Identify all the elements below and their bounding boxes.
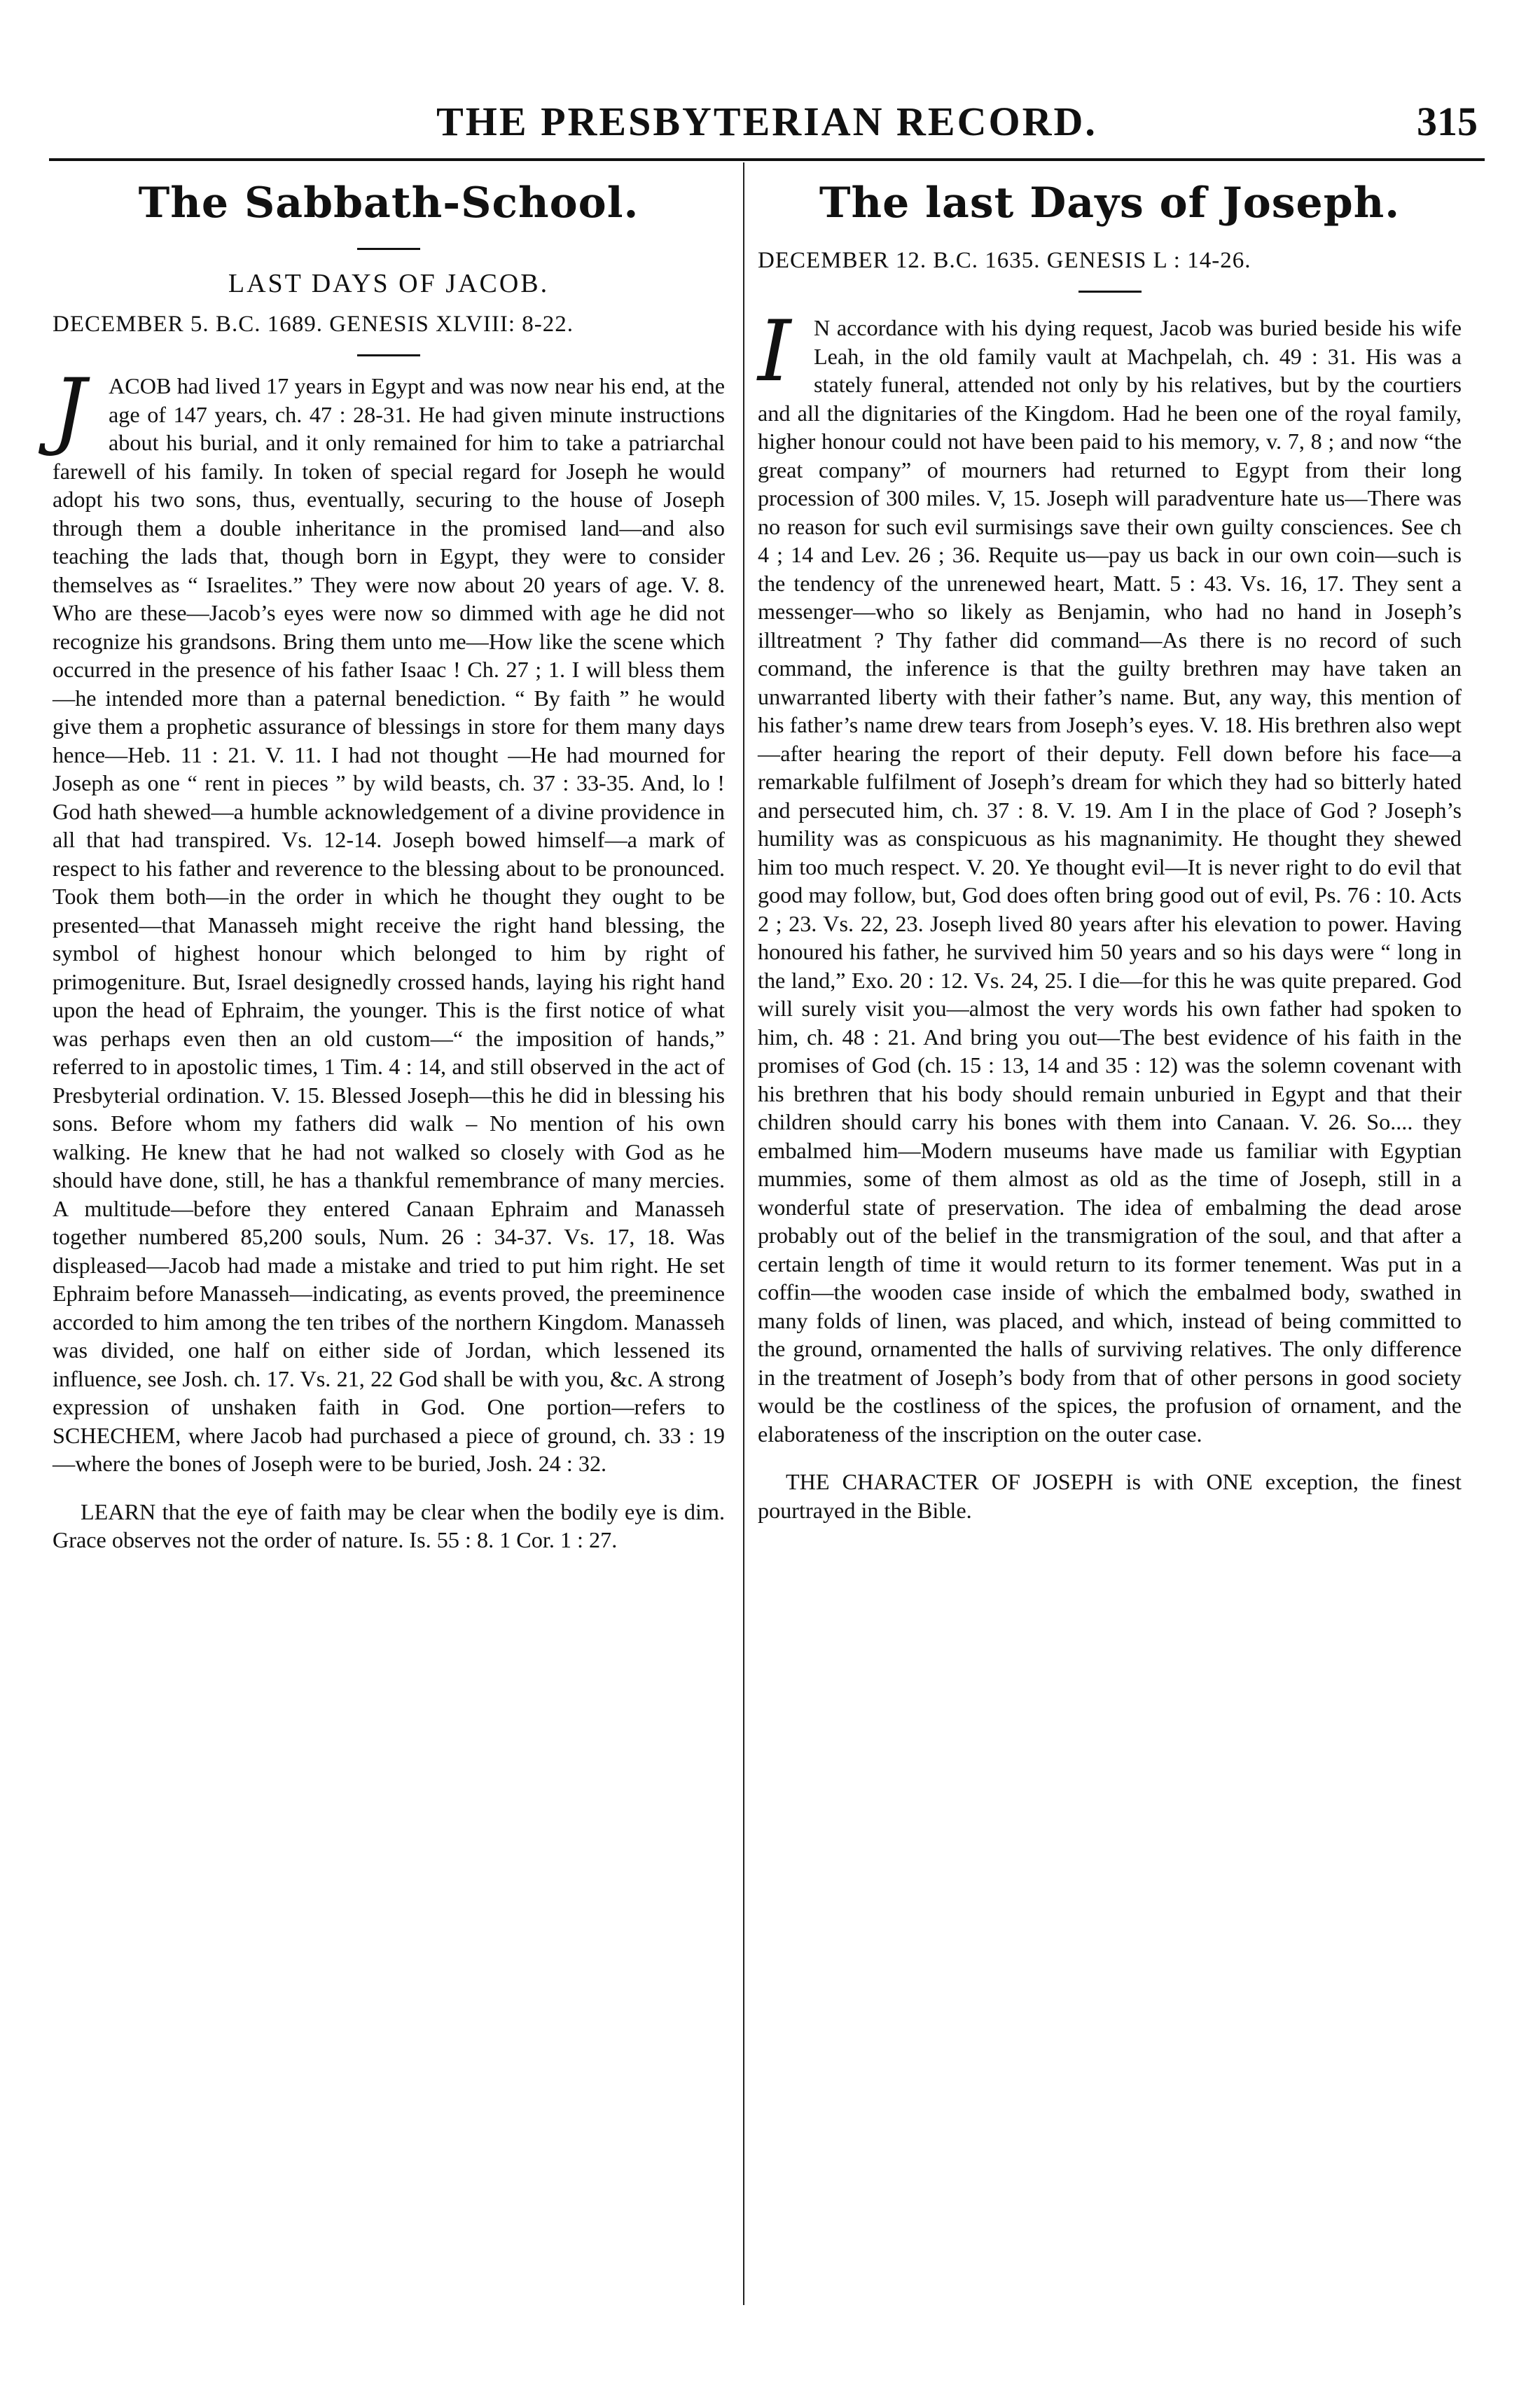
lesson-dateline: DECEMBER 5. B.C. 1689. GENESIS XLVIII: 8-22. xyxy=(53,312,574,337)
right-column xyxy=(758,175,1462,1524)
lesson-closing: THE CHARACTER OF JOSEPH is with ONE exception, the finest pourtrayed in the Bible. xyxy=(758,1469,1462,1523)
dateline-rule xyxy=(357,354,420,356)
column-divider xyxy=(743,162,744,2305)
lesson-subtitle: LAST DAYS OF JACOB. xyxy=(228,269,550,298)
header-rule xyxy=(49,158,1485,161)
section-title-last-days-of-joseph: The last Days of Joseph. xyxy=(819,179,1401,228)
lesson-dateline: DECEMBER 12. B.C. 1635. GENESIS L : 14-26. xyxy=(758,248,1251,273)
page-number: 315 xyxy=(1417,99,1478,144)
drop-cap: I xyxy=(758,303,791,401)
lesson-text: N accordance with his dying request, Jacob was buried beside his wife Leah, in the old family vault at Machpelah, ch. 49 : 31. His was a stately funeral, attended not only by his relatives, but by the courtiers and all the dignitaries of the Kingdom. Had he been one of the royal family, higher honour could not have been paid to his memory, v. 7, 8 ; and now “the great company” of mourners had returned to Egypt from their long procession of 300 miles. V, 15. Joseph will paradventure hate us—There was no reason for such evil surmisings save their own guilty consciences. See ch 4 ; 14 and Lev. 26 ; 36. Requite us—pay us back in our own coin—such is the tendency of the unrenewed heart, Matt. 5 : 43. Vs. 16, 17. They sent a messenger—who so likely as Benjamin, who had no hand in Joseph’s illtreatment ? Thy father did command—As there is no record of such command, the inference is that the guilty brethren may have taken an unwarranted liberty with their father’s name. But, any way, this mention of his father’s name drew tears from Joseph’s eyes. V. 18. His brethren also wept—after hearing the report of their deputy. Fell down before his face—a remarkable fulfilment of Joseph’s dream for which they had so bitterly hated and persecuted him, ch. 37 : 8. V. 19. Am I in the place of God ? Joseph’s humility was as conspicuous as his magnanimity. He thought they shewed him too much respect. V. 20. Ye thought evil—It is never right to do evil that good may follow, but, God does often bring good out of evil, Ps. 76 : 10. Acts 2 ; 23. Vs. 22, 23. Joseph lived 80 years after his elevation to power. Having honoured his father, he survived him 50 years and so his days were “ long in the land,” Exo. 20 : 12. Vs. 24, 25. I die—for this he was quite prepared. God will surely visit you—almost the very words his own father had spoken to him, ch. 48 : 21. And bring you out—The best evidence of his faith in the promises of God (ch. 15 : 13, 14 and 35 : 12) was the solemn covenant with his brethren that his body should remain unburied in Egypt and that their children should carry his bones with them into Canaan. V. 26. So.... they embalmed him—Modern museums have made us familiar with Egyptian mummies, some of them almost as old as the time of Joseph, still in a wonderful state of preservation. The idea of embalming the dead arose probably out of the belief in the transmigration of the soul, and that after a certain length of time it would return to its former tenement. Was put in a coffin—the wooden case inside of which the embalmed body, swathed in many folds of linen, was placed, and which, instead of being committed to the ground, ornamented the halls of surviving relatives. The only difference in the treatment of Joseph’s body from that of other persons in good society would be the costliness of the spices, the profusion of ornament, and the elaborateness of the inscription on the outer case. xyxy=(758,315,1462,1447)
dateline-rule xyxy=(1078,291,1142,293)
lesson-paragraph xyxy=(758,303,1462,1448)
lesson-body xyxy=(53,361,725,1554)
running-head xyxy=(56,98,1478,154)
lesson-paragraph xyxy=(53,361,725,1478)
journal-title: THE PRESBYTERIAN RECORD. xyxy=(436,99,1097,144)
left-column xyxy=(53,175,725,1554)
drop-cap: J xyxy=(53,361,87,459)
lesson-closing: LEARN that the eye of faith may be clear when the bodily eye is dim. Grace observes not the order of nature. Is. 55 : 8. 1 Cor. 1 : 27. xyxy=(53,1498,725,1552)
title-rule xyxy=(357,248,420,250)
lesson-body xyxy=(758,303,1462,1524)
section-title-sabbath-school: The Sabbath-School. xyxy=(138,179,639,228)
lesson-text: ACOB had lived 17 years in Egypt and was now near his end, at the age of 147 years, ch. 47 : 28-31. He had given minute instructions about his burial, and it only remained for him to take a patriarchal farewell of his family. In token of special regard for Joseph he would adopt his two sons, thus, eventually, securing to the house of Joseph through them a double inheritance in the promised land—and also teaching the lads that, though born in Egypt, they were to consider themselves as “ Israelites.” They were now about 20 years of age. V. 8. Who are these—Jacob’s eyes were now so dimmed with age he did not recognize his grandsons. Bring them unto me—How like the scene which occurred in the presence of his father Isaac ! Ch. 27 ; 1. I will bless them—he intended more than a paternal benediction. “ By faith ” he would give them a prophetic assurance of blessings in store for them many days hence—Heb. 11 : 21. V. 11. I had not thought —He had mourned for Joseph as one “ rent in pieces ” by wild beasts, ch. 37 : 33-35. And, lo ! God hath shewed—a humble acknowledgement of a divine providence in all that had transpired. Vs. 12-14. Joseph bowed himself—a mark of respect to his father and reverence to the blessing about to be pronounced. Took them both—in the order in which he thought they ought to be presented—that Manasseh might receive the right hand blessing, the symbol of highest honour which belonged to him by right of primogeniture. But, Israel designedly crossed hands, laying his right hand upon the head of Ephraim, the younger. This is the first notice of what was perhaps even then an old custom—“ the imposition of hands,” referred to in apostolic times, 1 Tim. 4 : 14, and still observed in the act of Presbyterial ordination. V. 15. Blessed Joseph—this he did in blessing his sons. Before whom my fathers did walk – No mention of his own walking. He knew that he had not walked so closely with God as he should have done, still, he has a thankful remembrance of many mercies. A multitude—before they entered Canaan Ephraim and Manasseh together numbered 85,200 souls, Num. 26 : 34-37. Vs. 17, 18. Was displeased—Jacob had made a mistake and tried to put him right. He set Ephraim before Manasseh—indicating, as events proved, the preeminence accorded to him among the ten tribes of the northern Kingdom. Manasseh was divided, one half on either side of Jordan, which lessened its influence, see Josh. ch. 17. Vs. 21, 22 God shall be with you, &c. A strong expression of unshaken faith in God. One portion—refers to SCHECHEM, where Jacob had purchased a piece of ground, ch. 33 : 19—where the bones of Joseph were to be buried, Josh. 24 : 32. xyxy=(53,373,725,1476)
